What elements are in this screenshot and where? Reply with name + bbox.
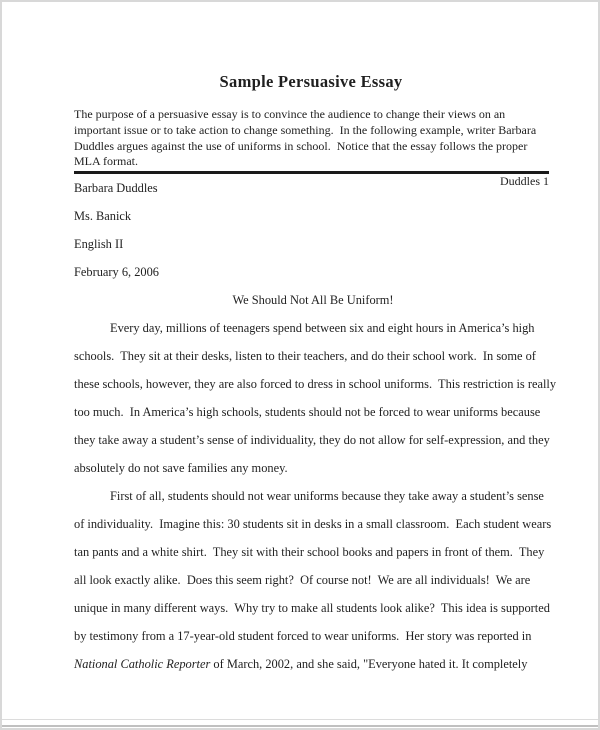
essay-line: tan pants and a white shirt. They sit with their school books and papers in front of them. They [74, 545, 545, 559]
essay-line: schools. They sit at their desks, listen to their teachers, and do their school work. In some of [74, 349, 536, 363]
intro-line: Duddles argues against the use of uniforms in school. Notice that the essay follows the proper [74, 138, 528, 153]
essay-line: all look exactly alike. Does this seem right? Of course not! We are all individuals! We are [74, 573, 531, 587]
course-name: English II [74, 237, 124, 251]
teacher-name: Ms. Banick [74, 209, 132, 223]
running-head-page-number: Duddles 1 [500, 174, 549, 188]
essay-line: First of all, students should not wear uniforms because they take away a student’s sense [110, 489, 544, 503]
essay-line: absolutely do not save families any money. [74, 461, 288, 475]
intro-line: important issue or to take action to change something. In the following example, writer Barbara [74, 122, 537, 137]
scan-artifact-line [2, 719, 598, 720]
intro-line: The purpose of a persuasive essay is to convince the audience to change their views on an [74, 107, 506, 121]
essay-line: of individuality. Imagine this: 30 students sit in desks in a small classroom. Each student wears [74, 517, 552, 531]
scan-bottom-edge [2, 725, 598, 727]
essay-line: they take away a student’s sense of individuality, they do not allow for self-expression, and they [74, 433, 550, 447]
essay-line: by testimony from a 17-year-old student forced to wear uniforms. Her story was reported in [74, 629, 532, 643]
essay-line-text: of March, 2002, and she said, "Everyone hated it. It completely [210, 657, 528, 671]
author-name: Barbara Duddles [74, 181, 158, 195]
essay-line: unique in many different ways. Why try to make all students look alike? This idea is supported [74, 601, 550, 615]
essay-line [74, 650, 552, 678]
document-title: Sample Persuasive Essay [219, 72, 403, 91]
essay-line: too much. In America’s high schools, students should not be forced to wear uniforms because [74, 405, 541, 419]
intro-line: MLA format. [74, 154, 138, 169]
essay-line: Every day, millions of teenagers spend between six and eight hours in America’s high [110, 321, 535, 335]
date-line: February 6, 2006 [74, 265, 159, 279]
essay-line: these schools, however, they are also forced to dress in school uniforms. This restriction is really [74, 377, 557, 391]
essay-body [74, 174, 557, 678]
publication-name: National Catholic Reporter [74, 657, 211, 671]
intro-paragraph [74, 107, 574, 170]
essay-title: We Should Not All Be Uniform! [232, 293, 394, 307]
